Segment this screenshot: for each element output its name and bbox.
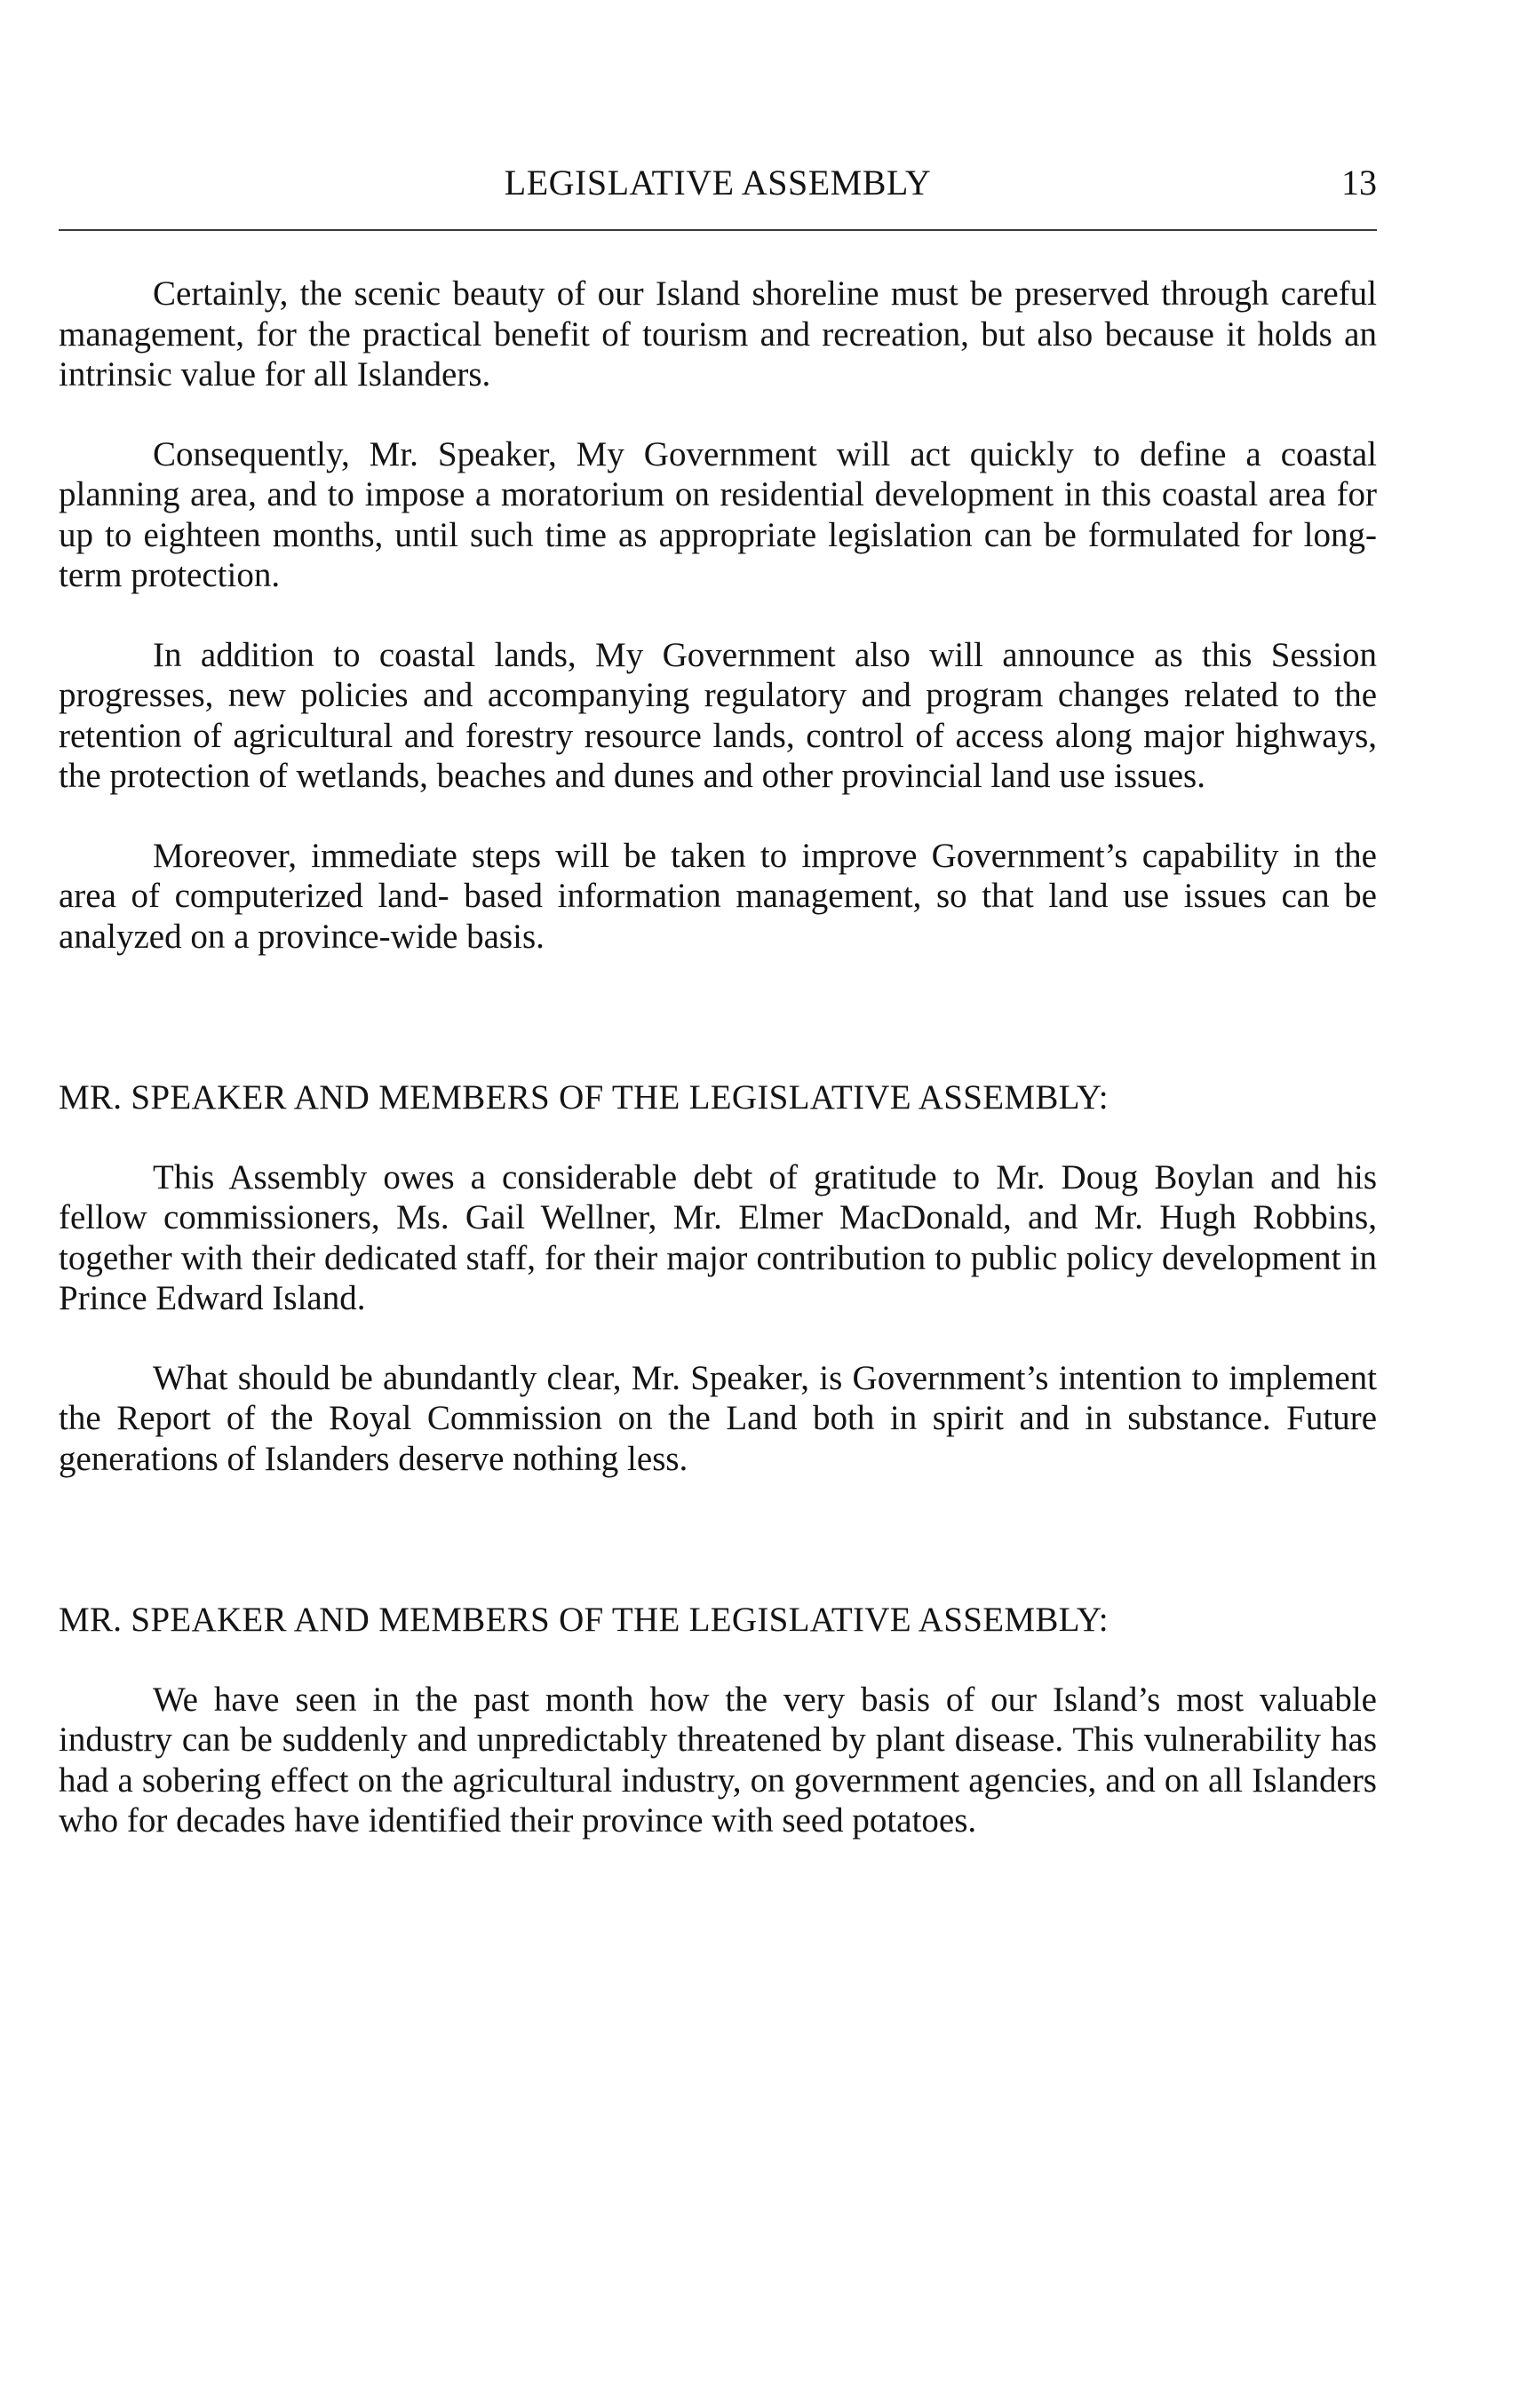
page-header [59, 156, 1377, 210]
paragraph-spacer [59, 596, 1377, 635]
heading-spacer [59, 1118, 1377, 1157]
paragraph-moratorium: Consequently, Mr. Speaker, My Government will act quickly to define a coastal planning area, and to impose a moratorium on residential development in this coastal area for up to eighteen months, until such time as appropriate legislation can be formulated for long-term protection. [59, 434, 1377, 594]
paragraph-gratitude: This Assembly owes a considerable debt of gratitude to Mr. Doug Boylan and his fellow commissioners, Ms. Gail Wellner, Mr. Elmer MacDonald, and Mr. Hugh Robbins, together with their dedicated staff, for their major contribution to public policy development in Prince Edward Island. [59, 1157, 1377, 1317]
paragraph-land-policies: In addition to coastal lands, My Government also will announce as this Session progresses, new policies and accompanying regulatory and program changes related to the retention of agricultural and forestry resource lands, control of access along major highways, the protection of wetlands, beaches and dunes and other provincial land use issues. [59, 635, 1377, 795]
heading-spacer [59, 1641, 1377, 1680]
paragraph-shoreline: Certainly, the scenic beauty of our Island shoreline must be preserved through careful management, for the practical benefit of tourism and recreation, but also because it holds an intrinsic value for all Islanders. [59, 274, 1377, 393]
body-text [59, 274, 1377, 1841]
paragraph-spacer [59, 1319, 1377, 1358]
paragraph-spacer [59, 797, 1377, 836]
paragraph-plant-disease: We have seen in the past month how the very basis of our Island’s most valuable industry can be suddenly and unpredictably threatened by plant disease. This vulnerability has had a sobering effect on the agricultural industry, on government agencies, and on all Islanders who for decades have identified their province with seed potatoes. [59, 1680, 1377, 1840]
section-spacer [59, 957, 1377, 1077]
section-heading: MR. SPEAKER AND MEMBERS OF THE LEGISLATIVE ASSEMBLY: [59, 1078, 1109, 1117]
section-heading: MR. SPEAKER AND MEMBERS OF THE LEGISLATIVE ASSEMBLY: [59, 1601, 1109, 1639]
section-spacer [59, 1479, 1377, 1600]
paragraph-spacer [59, 395, 1377, 434]
paragraph-information-management: Moreover, immediate steps will be taken to improve Government’s capability in the area of computerized land- based information management, so that land use issues can be analyzed on a province-wide basis. [59, 836, 1377, 956]
running-title: LEGISLATIVE ASSEMBLY [504, 163, 932, 203]
page-number: 13 [1341, 163, 1377, 203]
header-rule [59, 229, 1377, 231]
paragraph-royal-commission: What should be abundantly clear, Mr. Speaker, is Government’s intention to implement the Report of the Royal Commission on the Land both in spirit and in substance. Future generations of Islanders deserve nothing less. [59, 1358, 1377, 1478]
